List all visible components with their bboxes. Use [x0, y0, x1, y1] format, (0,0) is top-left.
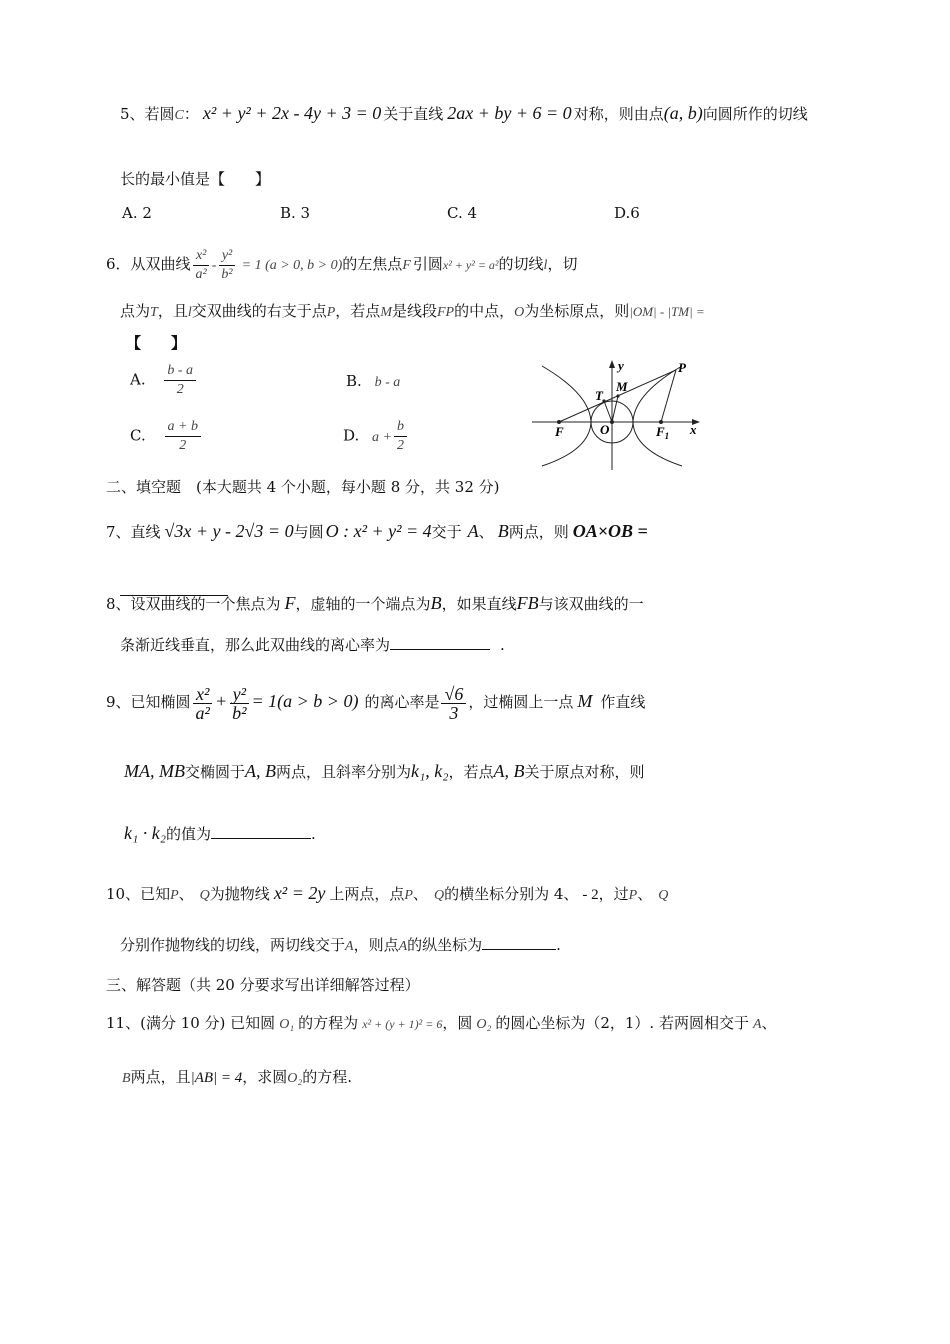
q9-e-num: √6: [441, 685, 466, 704]
label-f: F: [555, 424, 564, 439]
q8-text4: 条渐近线垂直，那么此双曲线的离心率为: [120, 636, 391, 654]
q9-line3: [124, 822, 316, 845]
q8-B: B: [430, 593, 442, 613]
q11-number: 11、(满分 10 分) 已知圆: [106, 1014, 276, 1032]
q8-number: 8、设双曲线的一个焦点为: [106, 595, 281, 613]
q7-A: A: [467, 521, 479, 541]
q6-option-b: [346, 372, 400, 391]
q10-Q3: Q: [658, 888, 669, 903]
q11-text2: ，圆: [442, 1014, 473, 1032]
q11-sep: 、: [761, 1014, 777, 1032]
q6-O: O: [514, 305, 525, 320]
q10-l2-a: 分别作抛物线的切线，两切线交于: [120, 936, 346, 954]
q6-FP: FP: [437, 305, 455, 320]
q9-line2: [124, 760, 645, 783]
segment-ot: [604, 401, 612, 422]
q5-line2: [120, 168, 270, 190]
hyperbola-left-branch: [542, 366, 591, 466]
label-m: M: [616, 379, 628, 394]
q10-P: P: [170, 888, 179, 903]
q9-eccentricity: [441, 685, 466, 722]
q6-l2-b: ，且: [157, 302, 188, 320]
label-x: x: [690, 422, 697, 437]
q9-line1: [106, 676, 645, 727]
q10-P2: P: [404, 888, 413, 903]
q6-l2-c: 交双曲线的右支于点: [191, 302, 327, 320]
q10-l2-b: ，则点: [353, 936, 399, 954]
q10-sep2: 、: [412, 885, 428, 903]
q7-sep: 、: [478, 523, 494, 541]
hyperbola-right-branch: [633, 366, 682, 466]
q7-text2: 交于: [431, 523, 462, 541]
q9-plus: +: [214, 691, 228, 711]
q9-fraction2: [229, 685, 249, 722]
q6-text1: 的左焦点: [342, 255, 403, 273]
q9-l2-h: 关于原点对称，则: [524, 763, 645, 781]
q6-optc-den: 2: [179, 438, 187, 453]
q6-optc-frac: [165, 418, 201, 455]
q9-text3: 作直线: [600, 693, 646, 711]
section-2-heading: 二、填空题 (本大题共 4 个小题，每小题 8 分，共 32 分): [106, 478, 500, 496]
q5-text1: 关于直线: [383, 105, 444, 123]
q6-circle-equation: x² + y² = a²: [442, 258, 499, 272]
q6-l2-e: 是线段: [391, 302, 437, 320]
q6-optb-value: b - a: [374, 375, 401, 390]
segment-om: [612, 396, 618, 422]
q6-optb-label: B.: [346, 372, 362, 390]
q10-end: .: [556, 936, 561, 954]
q9-answer-blank[interactable]: [211, 823, 311, 839]
q6-opta-den: 2: [176, 382, 184, 397]
q6-option-a: [130, 362, 198, 399]
label-o: O: [600, 422, 610, 437]
q6-F: F: [402, 258, 411, 273]
q10-answer-blank[interactable]: [482, 934, 556, 950]
q8-F: F: [284, 593, 296, 613]
q6-line2: [120, 300, 705, 324]
point-m: [616, 394, 619, 397]
q7-text3: 两点，则: [508, 523, 569, 541]
q9-fraction1: [193, 685, 213, 722]
q6-P: P: [326, 305, 336, 320]
q9-ab2: A, B: [493, 761, 525, 781]
q5-text2: 对称，则由点: [573, 105, 664, 123]
q7-line1: [106, 520, 648, 543]
q6-l2-a: 点为: [120, 302, 151, 320]
q8-FB: FB: [516, 593, 539, 613]
q5-point: (a, b): [663, 103, 703, 123]
q6-l2-l: l: [187, 305, 192, 320]
q9-l2-d: 两点，且斜率分别为: [276, 763, 412, 781]
label-f1: [655, 424, 669, 441]
q6-option-d: [343, 418, 409, 455]
q5-option-b: B. 3: [280, 204, 311, 222]
q5-text4: 长的最小值是【 】: [120, 170, 271, 188]
q10-text4: ，过: [598, 885, 629, 903]
q6-text3: 的切线: [498, 255, 544, 273]
q9-k1k2: k₁, k₂: [411, 761, 449, 781]
q11-O2: O₂: [476, 1017, 492, 1032]
q9-ab1: A, B: [245, 761, 276, 781]
q5-circle-equation: x² + y² + 2x - 4y + 3 = 0: [202, 103, 382, 123]
q11-text1: 的方程为: [298, 1014, 359, 1032]
q6-text2: 引圆: [412, 255, 443, 273]
q6-number: 6．从双曲线: [106, 255, 191, 273]
q6-l2-g: 为坐标原点，则: [524, 302, 630, 320]
label-y: y: [618, 358, 624, 373]
q9-number: 9、已知椭圆: [106, 693, 191, 711]
q9-product: k₁ · k₂: [124, 823, 166, 843]
q8-text2: ，如果直线: [441, 595, 517, 613]
q8-answer-blank[interactable]: [390, 634, 490, 650]
q9-e-den: 3: [449, 702, 459, 723]
q11-A: A: [752, 1017, 762, 1032]
q6-opta-frac: [164, 362, 196, 399]
q6-optc-label: C.: [130, 426, 146, 445]
label-f1-sub: 1: [664, 431, 670, 441]
q9-M: M: [577, 691, 593, 711]
q9-l2-b: 交椭圆于: [184, 763, 245, 781]
q6-bracket: 【 】: [126, 334, 187, 352]
q6-M: M: [380, 305, 392, 320]
q9-condition: = 1(a > b > 0): [251, 691, 359, 711]
q11-O2b: O₂: [287, 1071, 303, 1086]
q10-P3: P: [628, 888, 638, 903]
q6-opta-label: A.: [130, 370, 146, 389]
label-t: T: [595, 388, 603, 403]
q6-l2-f: 的中点，: [454, 302, 515, 320]
q6-optd-pre: a +: [372, 429, 392, 445]
q6-T: T: [150, 305, 158, 320]
q11-text3: 的圆心坐标为（2，1）. 若两圆相交于: [495, 1014, 749, 1032]
q10-sep3: 、: [637, 885, 653, 903]
q6-fraction1: [193, 247, 210, 284]
q11-l2-b: ，求圆: [242, 1068, 288, 1086]
point-o: [610, 420, 614, 424]
q10-A: A: [345, 939, 354, 954]
q5-option-d: D.6: [614, 204, 640, 222]
q9-f1-num: x²: [193, 685, 212, 704]
q10-neg: - 2: [582, 887, 599, 903]
q6-optd-label: D.: [343, 426, 360, 445]
q8-text1: ，虚轴的一个端点为: [295, 595, 431, 613]
q6-text4: ，切: [547, 255, 578, 273]
q11-equation: x² + (y + 1)² = 6: [362, 1017, 443, 1031]
q6-frac1-num: x²: [193, 247, 209, 266]
q6-l: l: [543, 258, 548, 273]
q6-frac2-num: y²: [219, 247, 235, 266]
q8-end: .: [500, 636, 505, 654]
q5-number: 5、若圆: [120, 105, 175, 123]
q9-mamb: MA, MB: [124, 761, 185, 781]
section-3-heading: 三、解答题（共 20 分要求写出详细解答过程）: [106, 976, 420, 994]
q10-l2-c: 的纵坐标为: [407, 936, 483, 954]
q6-fraction2: [218, 247, 235, 284]
q11-line1: [106, 1012, 777, 1036]
q6-frac1-den: a²: [195, 266, 207, 282]
q6-hyperbola-figure: [528, 354, 708, 470]
q11-B: B: [122, 1071, 131, 1086]
q6-opta-num: b - a: [164, 362, 196, 381]
q6-optd-den: 2: [397, 438, 404, 453]
q7-circle: O : x² + y² = 4: [325, 521, 432, 541]
q5-colon: ：: [183, 105, 199, 123]
q11-O1: O₁: [279, 1017, 295, 1032]
q6-line1: [106, 244, 577, 286]
q6-option-c: [130, 418, 203, 455]
q8-line2: [120, 634, 505, 656]
q7-line-equation: √3x + y - 2√3 = 0: [164, 521, 294, 541]
q6-optc-num: a + b: [165, 418, 201, 437]
q7-text1: 与圆: [293, 523, 324, 541]
q10-Q: Q: [199, 888, 210, 903]
q9-text1: 的离心率是: [364, 693, 440, 711]
q9-f2-num: y²: [230, 685, 249, 704]
q5-line-equation: 2ax + by + 6 = 0: [447, 103, 572, 123]
q6-expression: |OM| - |TM| =: [629, 304, 705, 319]
q5-option-a: A. 2: [122, 204, 152, 222]
y-axis-arrow-icon: [609, 360, 615, 368]
q11-line2: [122, 1066, 352, 1090]
q10-text3: 的横坐标分别为 4、: [444, 885, 579, 903]
label-f1-main: F: [656, 424, 665, 439]
q10-line1: [106, 882, 668, 907]
q10-text2: 上两点，点: [329, 885, 405, 903]
q6-condition: = 1 (a > 0, b > 0): [241, 258, 343, 273]
q5-text3: 向圆所作的切线: [702, 105, 808, 123]
q7-number: 7、直线: [106, 523, 161, 541]
q6-optd-frac: [394, 418, 407, 455]
q5-line1: [120, 102, 808, 127]
q6-l2-d: ，若点: [335, 302, 381, 320]
label-p: P: [678, 360, 686, 375]
q9-end: .: [311, 825, 316, 843]
q9-l3-b: 的值为: [166, 825, 212, 843]
q10-line2: [120, 934, 561, 958]
q5-circle-name: C: [174, 108, 184, 123]
q8-line1: [106, 592, 644, 615]
q6-minus: -: [211, 258, 217, 273]
q10-parabola: x² = 2y: [273, 883, 326, 903]
q8-text3: 与该双曲线的一: [538, 595, 644, 613]
q11-ab: |AB| = 4: [190, 1070, 243, 1086]
q10-A2: A: [398, 939, 408, 954]
q9-l2-f: ，若点: [448, 763, 494, 781]
q7-B: B: [497, 521, 509, 541]
q7-expression: OA×OB =: [572, 521, 648, 541]
q9-f1-den: a²: [195, 702, 210, 723]
q10-text1: 为抛物线: [209, 885, 270, 903]
q9-f2-den: b²: [232, 702, 247, 723]
q10-Q2: Q: [433, 888, 445, 903]
q9-text2: ，过椭圆上一点: [468, 693, 574, 711]
q6-frac2-den: b²: [221, 266, 233, 282]
q11-l2-a: 两点，且: [130, 1068, 191, 1086]
q10-number: 10、已知: [106, 885, 171, 903]
q6-optd-num: b: [394, 418, 407, 437]
q10-sep: 、: [178, 885, 194, 903]
q5-option-c: C. 4: [447, 204, 478, 222]
q11-l2-c: 的方程.: [302, 1068, 353, 1086]
